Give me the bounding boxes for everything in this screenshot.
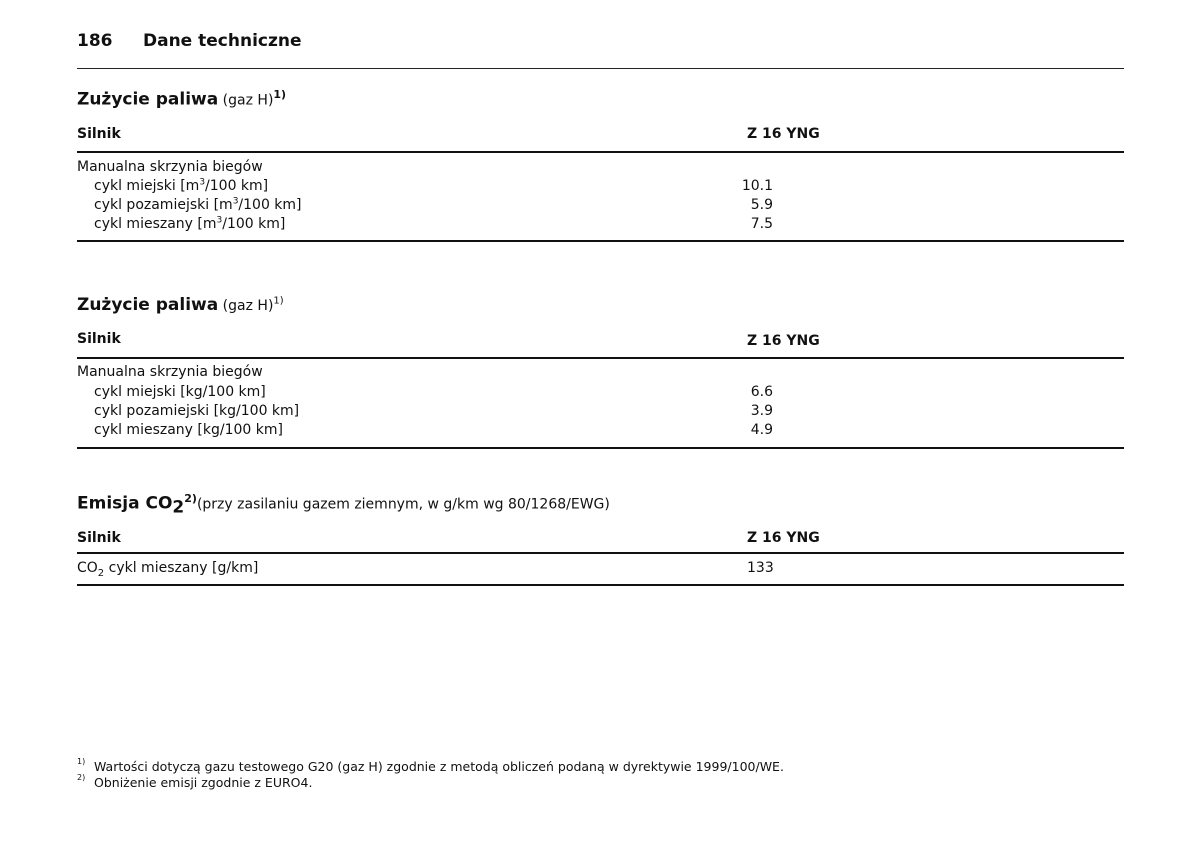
table-bottom-rule: [77, 240, 1124, 242]
engine-label: Silnik: [77, 530, 121, 546]
engine-value: Z 16 YNG: [747, 333, 820, 349]
engine-label: Silnik: [77, 126, 121, 142]
engine-value: Z 16 YNG: [747, 126, 820, 142]
table-bottom-rule: [77, 584, 1124, 586]
page-number: 186: [77, 31, 113, 51]
footnote-ref: 1): [273, 88, 287, 101]
value-cell: 4.9: [750, 422, 773, 438]
engine-label: Silnik: [77, 331, 121, 347]
footnote-ref: 2): [184, 492, 197, 505]
value-cell: 133: [747, 560, 774, 576]
value-cell: 5.9: [750, 197, 773, 213]
section-title: Emisja $CO_2^{2)}(przy$ zasilaniu gazem ziemnym, w g/km wg 80/1268/EWG): [77, 492, 610, 518]
header-divider: [77, 68, 1124, 69]
engine-value: Z 16 YNG: [747, 530, 820, 546]
footnote-1: $^{1)}$ Wartości dotyczą gazu testowego G20 (gaz H) zgodnie z metodą obliczeń podaną w dyrektywie 1999/100/WE.: [77, 757, 784, 775]
page-title: Dane techniczne: [143, 31, 302, 51]
footnote-2: $^{2)}$ Obniżenie emisji zgodnie z EURO4.: [77, 773, 313, 791]
table-divider: [77, 151, 1124, 153]
table-divider: [77, 357, 1124, 359]
footnote-ref: 1): [273, 295, 284, 307]
value-cell: 3.9: [750, 403, 773, 419]
section-title: Zużycie paliwa (gaz H)$^{1)}$: [77, 295, 284, 315]
page-header: [77, 31, 302, 51]
table-bottom-rule: [77, 447, 1124, 449]
section-title: Zużycie paliwa (gaz H)$^{1)}$: [77, 88, 287, 110]
value-cell: 7.5: [750, 216, 773, 232]
value-cell: 10.1: [741, 178, 773, 194]
table-divider: [77, 552, 1124, 554]
value-cell: 6.6: [750, 384, 773, 400]
